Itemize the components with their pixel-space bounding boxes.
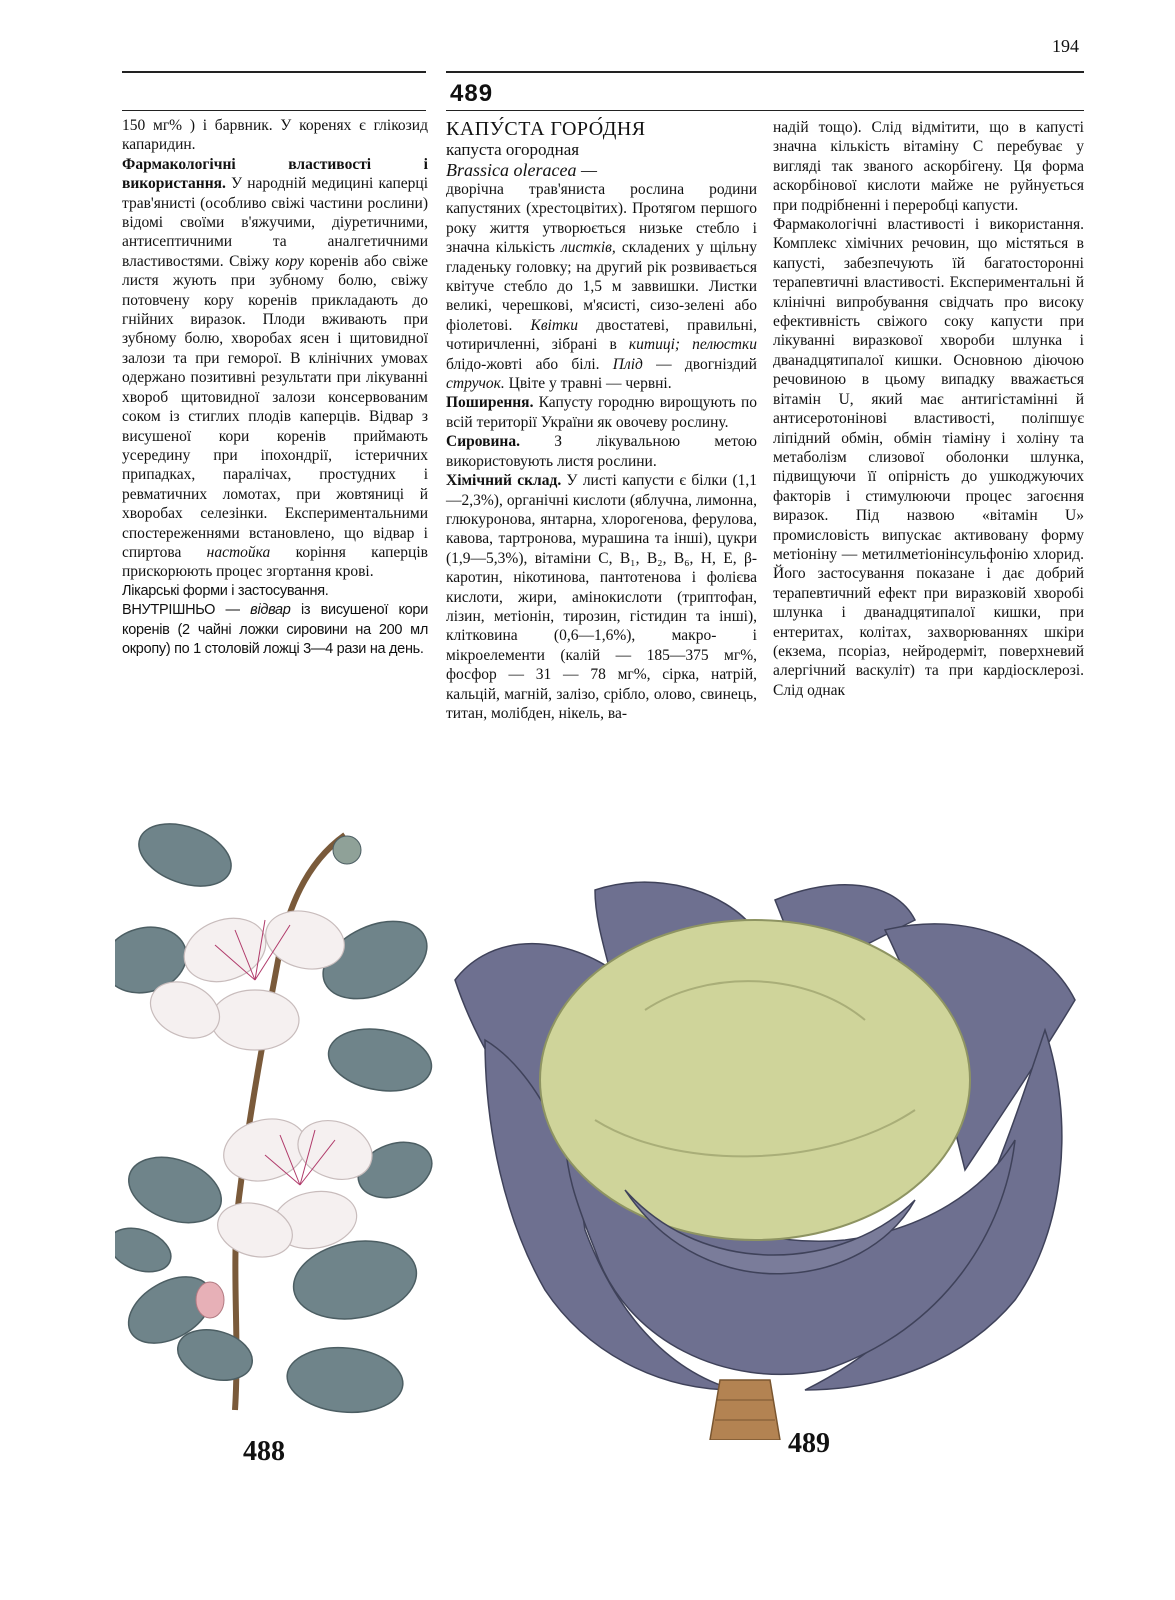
header-rule-right bbox=[446, 71, 1084, 73]
header-rule-left-lower bbox=[122, 110, 426, 111]
article-number: 489 bbox=[450, 80, 494, 107]
col2-italic: листків, bbox=[561, 239, 616, 257]
column-middle bbox=[446, 118, 757, 723]
col2-text: Капусту городню вирощують по всій території України як овочеву рослину. bbox=[446, 394, 757, 431]
col2-chemistry bbox=[446, 471, 757, 723]
col1-italic: кору bbox=[275, 252, 304, 270]
col2-text: дворічна трав'яниста рослина родини капустяних (хрестоцвітих). Протягом першого року життя утворюється низьке стебло і значна кількість bbox=[446, 181, 757, 257]
russian-name: капуста огородная bbox=[446, 140, 580, 159]
col2-text: Цвіте у травні — червні. bbox=[504, 375, 672, 393]
col1-text: коріння каперців прискорюють процес згортання крові. bbox=[122, 543, 428, 581]
col1-text: У народній медицині каперці трав'янисті (особливо свіжі частини рослини) відомі своїми в'яжучими, діуретичними, антисептичними та аналгетичними властивостями. Свіжу bbox=[122, 175, 428, 270]
col2-text: З лікувальною метою використовують листя рослини. bbox=[446, 433, 757, 470]
header-rule-left bbox=[122, 71, 426, 73]
section-heading-raw-material: Сировина. bbox=[446, 433, 520, 451]
col2-description bbox=[446, 180, 757, 393]
page-number: 194 bbox=[1052, 36, 1079, 56]
col2-raw-material bbox=[446, 432, 757, 471]
col1-forms-heading: Лікарські форми і застосування. bbox=[122, 582, 329, 599]
section-heading-pharmacology: Фармакологічні властивості і використання. bbox=[122, 155, 428, 193]
col2-text: — двогніздий bbox=[642, 355, 757, 373]
col1-italic: настойка bbox=[206, 543, 271, 561]
col2-text: У листі капусти є білки (1,1—2,3%), органічні кислоти (яблучна, лимонна, глюкуронова, янтарна, хлорогенова, ферулова, кавова, тартронова, мурашина та інші), цукри (1,9—5,3%), вітаміни С, B₁, B₂, B₆, Н, Е, β-каротин, нікотинова, пантотенова і фолієва кислоти, жири, амінокислоти (триптофан, лізин, метіонін, тирозин, гістидин та інші), клітковина (0,6—1,6%), макро- і мікроелементи (калій — 185—375 мг%, фосфор — 31 — 78 мг%, сірка, натрій, кальцій, магній, залізо, срібло, олово, свинець, титан, молібден, нікель, ва- bbox=[446, 472, 758, 722]
section-heading-chemistry: Хімічний склад. bbox=[446, 472, 562, 490]
col2-italic: Плід bbox=[612, 355, 643, 373]
section-heading-distribution: Поширення. bbox=[446, 394, 534, 412]
column-right bbox=[773, 118, 1084, 700]
col3-paragraph-1: надій тощо). Слід відмітити, що в капусті значна кількість вітаміну С перебуває у вигляді так званого аскорбігену. Ця форма аскорбінової кислоти майже не руйнується при подрібненні і переробці капусти. bbox=[773, 119, 1084, 214]
internal-use-label: ВНУТРІШНЬО — bbox=[122, 602, 251, 619]
col3-paragraph-2: Фармакологічні властивості і використання. Комплекс хімічних речовин, що містяться в капусті, забезпечують їй багатосторонні терапевтичні властивості. Експериментальні й клінічні випробування свідчать про високу ефективність свіжого соку капусти при лікуванні виразкової хвороби шлунка і дванадцятипалої кишки. Основною діючою речовиною в цьому випадку вважається вітамін U, який має антигістамінні й антисеротонінові властивості, поліпшує ліпідний обмін, обмін тіаміну і холіну та метаболізм слизової оболонки шлунка, підвищуючи її опірність до ушкоджуючих факторів і стимулюючи процес загоєння виразок. Під назвою «вітамін U» промисловість випускає активовану форму метіоніну — метилметіонінсульфонію хлорид. Його застосування показане і дає добрий терапевтичний ефект при виразковій хворобі шлунка і дванадцятипалої кишки, при ентеритах, колітах, захворюваннях шкіри (екзема, псоріаз, нейродерміт, поверхневий алергічний васкуліт) та при кардіосклерозі. Слід однак bbox=[773, 216, 1084, 699]
caper-illustration bbox=[115, 810, 435, 1430]
figure-label-488: 488 bbox=[243, 1436, 285, 1467]
col2-italic: китиці; пелюстки bbox=[628, 336, 757, 354]
col1-text: коренів або свіже листя жують при зубному болю, свіжу потовчену кору коренів прикладають до гнійних виразок. Плоди вживають при зубному болю, хворобах ясен і щитовидної залози та при геморої. В клінічних умовах одержано позитивні результати при лікуванні хвороб щитовидної залози консервованим соком із стиглих плодів каперців. Відвар з висушеної кори коренів приймають усередину при іпохондрії, істеричних припадках, паралічах, простудних і ревматичних ломотах, при жовтяниці й хворобах селезінки. Експериментальними спостереженнями встановлено, що відвар і спиртова bbox=[122, 252, 428, 561]
col1-text: із висушеної кори коренів (2 чайні ложки сировини на 200 мл окропу) по 1 столовій ложці 3—4 рази на день. bbox=[122, 602, 428, 657]
col2-italic: стручок. bbox=[446, 375, 505, 393]
latin-name: Brassica oleracea — bbox=[446, 160, 597, 180]
col2-distribution bbox=[446, 393, 757, 432]
col1-paragraph-1: 150 мг% ) і барвник. У коренях є глікозид капаридин. bbox=[122, 117, 428, 154]
col2-text: двостатеві, правильні, чотиричленні, зібрані в bbox=[446, 316, 757, 354]
column-left bbox=[122, 116, 428, 659]
col2-text: блідо-жовті або білі. bbox=[446, 355, 613, 373]
col2-italic: Квітки bbox=[530, 316, 579, 334]
col1-paragraph-2 bbox=[122, 155, 428, 582]
cabbage-illustration bbox=[445, 870, 1085, 1440]
headword: КАПУ́СТА ГОРО́ДНЯ bbox=[446, 118, 646, 140]
col2-text: складених у щільну гладеньку головку; на другий рік розвивається квітуче стебло до 1,5 м заввишки. Листки великі, черешкові, м'ясисті, сизо-зелені або фіолетові. bbox=[446, 239, 757, 334]
col1-italic: відвар bbox=[250, 602, 291, 619]
figure-label-489: 489 bbox=[788, 1428, 830, 1459]
col1-internal-use bbox=[122, 601, 428, 659]
header-rule-right-lower bbox=[446, 110, 1084, 111]
